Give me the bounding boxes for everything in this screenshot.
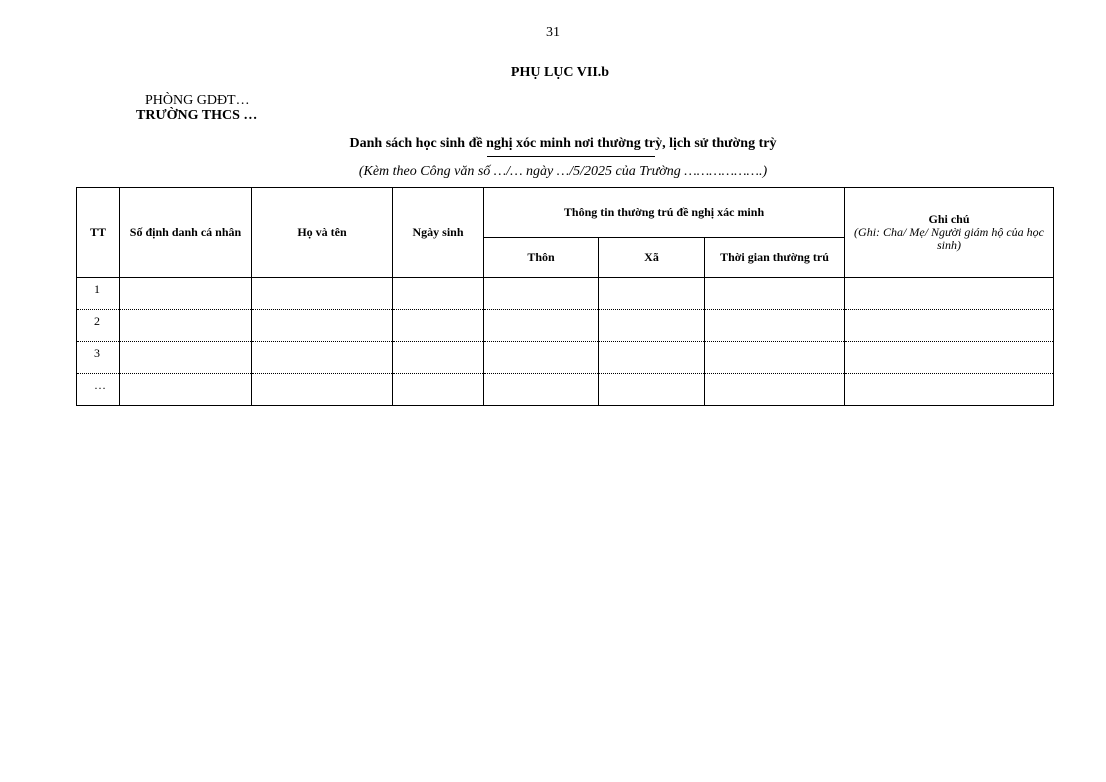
header-village: Thôn (484, 238, 599, 278)
header-residence-group: Thông tin thường trú đề nghị xác minh (484, 188, 845, 238)
header-commune: Xã (599, 238, 705, 278)
cell-id (120, 310, 252, 342)
header-note (845, 188, 1054, 278)
student-table (76, 187, 1054, 406)
header-dob: Ngày sinh (393, 188, 484, 278)
page-number: 31 (546, 25, 560, 40)
appendix-title: PHỤ LỤC VII.b (510, 65, 610, 80)
header-id: Số định danh cá nhân (120, 188, 252, 278)
cell-id (120, 278, 252, 310)
title-underline (487, 156, 655, 157)
table-row (77, 342, 1054, 374)
subtitle: (Kèm theo Công văn số …/… ngày …/5/2025 của Trường ……………….) (358, 164, 768, 179)
cell-duration (705, 374, 845, 406)
school-name: TRƯỜNG THCS … (136, 108, 258, 123)
list-title: Danh sách học sinh đề nghị xóc minh nơi thường trỳ, lịch sử thường trỳ (349, 136, 777, 151)
cell-id (120, 342, 252, 374)
cell-village (484, 310, 599, 342)
cell-commune (599, 342, 705, 374)
cell-name (252, 310, 393, 342)
row-tt: 1 (77, 278, 120, 310)
cell-duration (705, 342, 845, 374)
cell-duration (705, 310, 845, 342)
row-tt: 2 (77, 310, 120, 342)
cell-name (252, 278, 393, 310)
header-name: Họ và tên (252, 188, 393, 278)
cell-note (845, 310, 1054, 342)
table-row (77, 278, 1054, 310)
cell-village (484, 278, 599, 310)
cell-note (845, 278, 1054, 310)
cell-commune (599, 310, 705, 342)
cell-commune (599, 374, 705, 406)
cell-dob (393, 342, 484, 374)
header-note-title: Ghi chú (928, 212, 970, 226)
row-tt: 3 (77, 342, 120, 374)
cell-note (845, 342, 1054, 374)
cell-name (252, 374, 393, 406)
cell-village (484, 374, 599, 406)
cell-dob (393, 278, 484, 310)
header-tt: TT (77, 188, 120, 278)
header-duration: Thời gian thường trú (705, 238, 845, 278)
cell-id (120, 374, 252, 406)
department-name: PHÒNG GDĐT… (145, 93, 250, 108)
cell-dob (393, 374, 484, 406)
cell-name (252, 342, 393, 374)
table-row (77, 374, 1054, 406)
cell-dob (393, 310, 484, 342)
row-tt: … (77, 374, 120, 406)
table-row (77, 310, 1054, 342)
cell-duration (705, 278, 845, 310)
header-note-sub: (Ghi: Cha/ Mẹ/ Người giám hộ của học sinh) (854, 225, 1044, 252)
cell-village (484, 342, 599, 374)
cell-commune (599, 278, 705, 310)
cell-note (845, 374, 1054, 406)
